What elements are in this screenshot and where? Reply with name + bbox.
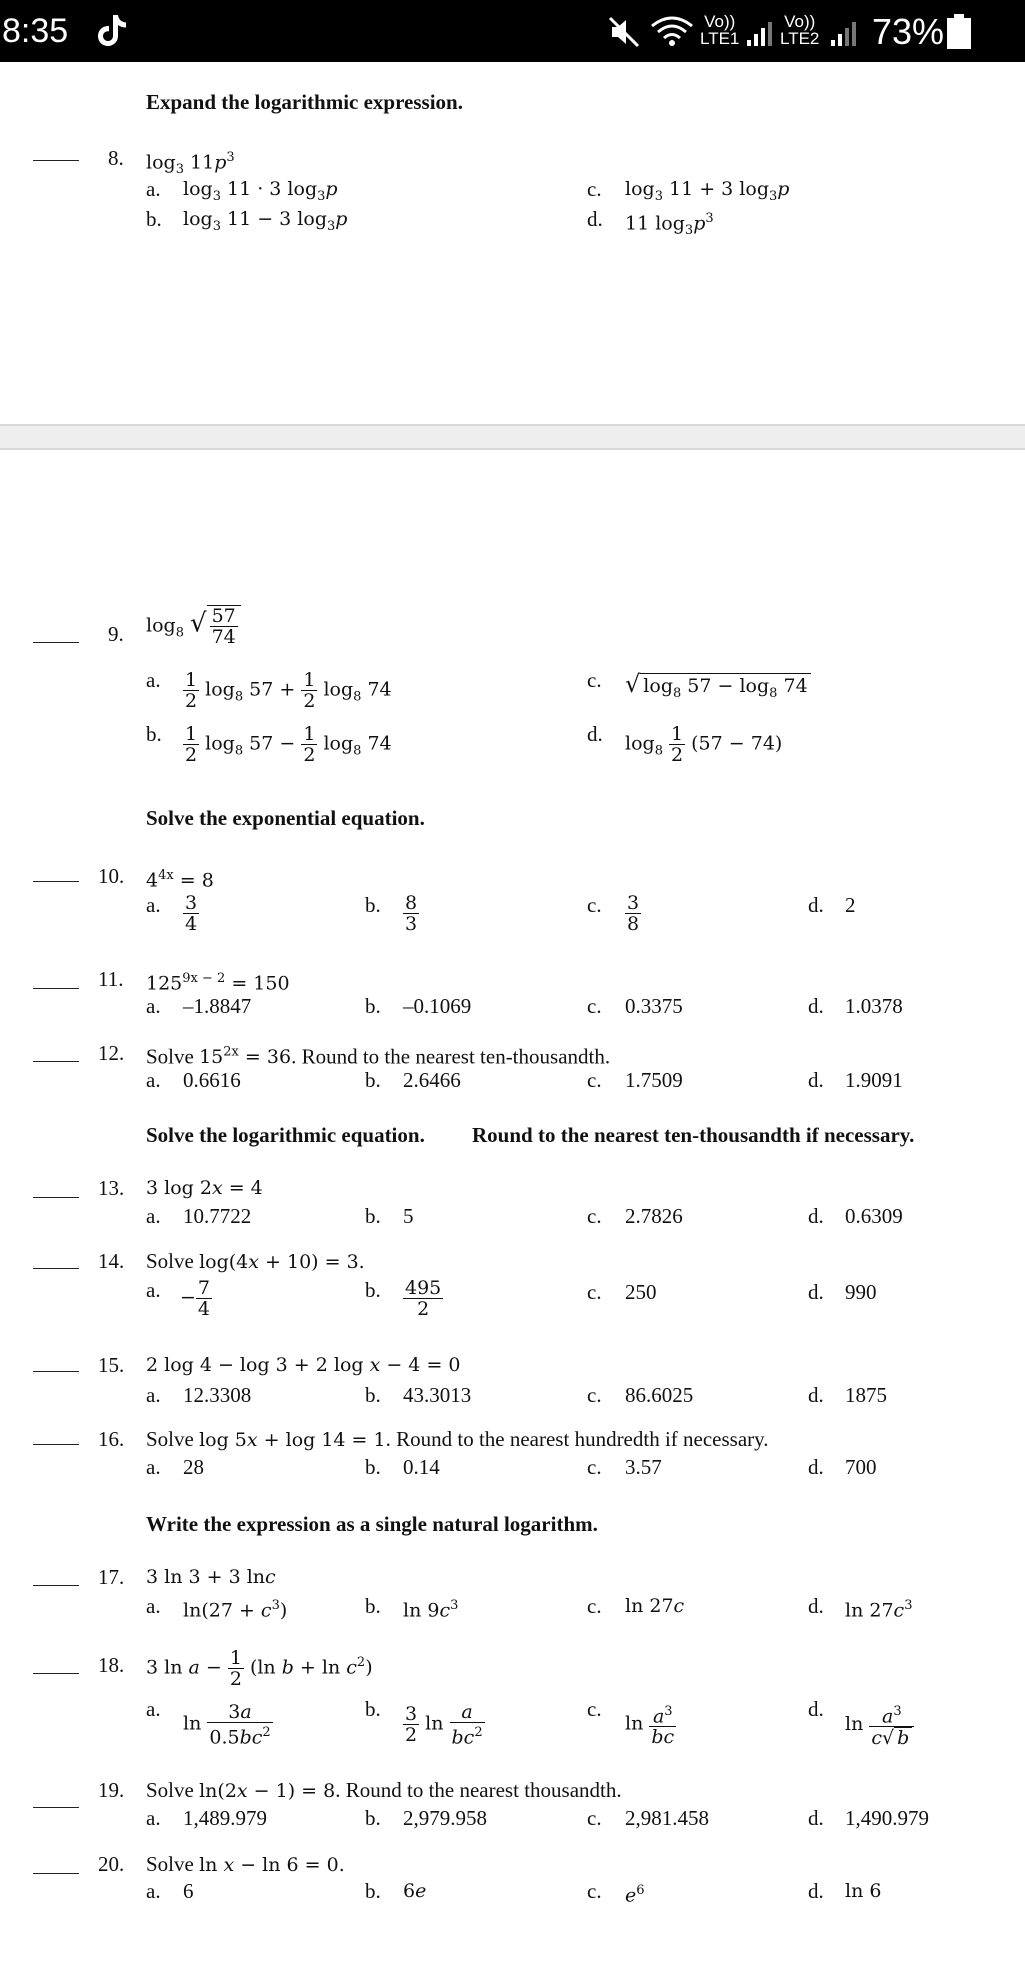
choice-c[interactable]: $\frac{3}{8}$ <box>627 892 640 935</box>
tiktok-icon <box>96 13 128 49</box>
prompt-text: Solve <box>146 1778 194 1802</box>
question-expression: $\log_3 11p^3$ <box>146 150 235 178</box>
answer-blank[interactable] <box>33 988 79 989</box>
choice-label: d. <box>808 1879 824 1903</box>
choice-label: a. <box>146 668 161 692</box>
choice-label: d. <box>808 1068 824 1092</box>
answer-blank[interactable] <box>33 1807 79 1808</box>
choice-label: d. <box>808 1697 824 1721</box>
choice-a[interactable]: –1.8847 <box>183 994 252 1018</box>
answer-blank[interactable] <box>33 1873 79 1874</box>
section-heading: Solve the logarithmic equation. <box>146 1123 425 1147</box>
choice-a[interactable]: 0.6616 <box>183 1068 241 1092</box>
choice-label: b. <box>365 1594 381 1618</box>
choice-d[interactable]: 0.6309 <box>845 1204 903 1228</box>
question-expression: 3 ln 3 + 3 lnc <box>146 1566 276 1588</box>
choice-label: c. <box>587 668 602 692</box>
choice-d[interactable]: 1875 <box>845 1383 887 1407</box>
choice-label: b. <box>365 893 381 917</box>
choice-c[interactable]: ln 27c <box>625 1595 685 1617</box>
choice-label: c. <box>587 1383 602 1407</box>
choice-d[interactable]: 2 <box>845 893 856 917</box>
choice-b[interactable]: $\frac{1}{2}$ $\log_8 57$ − $\frac{1}{2}$ $\log_8 74$ <box>185 723 392 766</box>
question-expression: 3 log 2x = 4 <box>146 1177 263 1199</box>
choice-label: a. <box>146 893 161 917</box>
question-prompt: Solve log 5x + log 14 = 1. Round to the nearest hundredth if necessary. <box>146 1427 769 1451</box>
question-expression: 2 log 4 − log 3 + 2 log x − 4 = 0 <box>146 1354 461 1376</box>
section-heading: Round to the nearest ten-thousandth if necessary. <box>472 1123 915 1147</box>
answer-blank[interactable] <box>33 160 79 161</box>
choice-label: d. <box>587 722 603 746</box>
choice-label: c. <box>587 177 602 201</box>
section-heading: Write the expression as a single natural logarithm. <box>146 1512 598 1536</box>
choice-c[interactable]: 0.3375 <box>625 994 683 1018</box>
choice-label: c. <box>587 1204 602 1228</box>
choice-label: b. <box>365 1879 381 1903</box>
lte1-label-top: Vo)) <box>704 12 736 31</box>
choice-a[interactable]: 12.3308 <box>183 1383 252 1407</box>
lte2-indicator <box>780 13 819 47</box>
choice-c[interactable]: 250 <box>625 1280 657 1304</box>
choice-label: d. <box>808 1280 824 1304</box>
status-bar <box>0 0 1025 62</box>
choice-c[interactable]: $\log_3 11 + 3$ $\log_3p$ <box>625 178 790 204</box>
choice-b[interactable]: 6e <box>403 1880 427 1902</box>
question-number: 11. <box>98 967 124 991</box>
choice-label: d. <box>808 1383 824 1407</box>
choice-c[interactable]: 3.57 <box>625 1455 662 1479</box>
choice-label: a. <box>146 1068 161 1092</box>
choice-label: b. <box>365 1278 381 1302</box>
choice-label: c. <box>587 1697 602 1721</box>
choice-label: b. <box>146 207 162 231</box>
question-number: 18. <box>98 1653 125 1677</box>
choice-label: a. <box>146 1594 161 1618</box>
choice-label: d. <box>808 1806 824 1830</box>
choice-b[interactable]: –0.1069 <box>403 994 472 1018</box>
battery-icon <box>946 14 972 50</box>
choice-a[interactable]: 6 <box>183 1879 194 1903</box>
choice-label: a. <box>146 994 161 1018</box>
choice-b[interactable]: $\frac{8}{3}$ <box>405 892 418 935</box>
choice-label: c. <box>587 893 602 917</box>
choice-a[interactable]: $\frac{1}{2}$ $\log_8 57$ + $\frac{1}{2}$ $\log_8 74$ <box>185 669 392 712</box>
answer-blank[interactable] <box>33 1444 79 1445</box>
choice-label: b. <box>365 1383 381 1407</box>
choice-label: d. <box>808 994 824 1018</box>
choice-label: b. <box>365 1697 381 1721</box>
choice-label: b. <box>365 994 381 1018</box>
lte1-label-bottom: LTE1 <box>700 29 740 48</box>
choice-a[interactable]: $\log_3 11 \cdot 3$ $\log_3p$ <box>183 178 338 204</box>
choice-a[interactable]: ln $\frac{3a}{0.5bc^2}$ <box>183 1701 271 1749</box>
choice-label: d. <box>808 1204 824 1228</box>
choice-label: a. <box>146 1204 161 1228</box>
question-number: 19. <box>98 1778 125 1802</box>
choice-b[interactable]: 2,979.958 <box>403 1806 487 1830</box>
choice-c[interactable]: 86.6025 <box>625 1383 694 1407</box>
answer-blank[interactable] <box>33 1585 79 1586</box>
page-divider <box>0 424 1025 450</box>
choice-label: d. <box>808 893 824 917</box>
choice-d[interactable]: 11 $\log_3p^3$ <box>625 211 714 239</box>
question-expression: $\log_8$ √ $\frac{57}{74}$ <box>146 605 241 647</box>
choice-label: d. <box>808 1594 824 1618</box>
choice-b[interactable]: $\frac{495}{2}$ <box>405 1277 442 1320</box>
choice-d[interactable]: 700 <box>845 1455 877 1479</box>
question-number: 13. <box>98 1176 125 1200</box>
choice-b[interactable]: $\log_3 11 - 3$ $\log_3p$ <box>183 208 348 234</box>
choice-d[interactable]: ln $\frac{a^3}{c√ b}$ <box>845 1702 914 1748</box>
choice-a[interactable]: − $\frac{7}{4}$ <box>180 1277 211 1320</box>
choice-label: a. <box>146 177 161 201</box>
choice-d[interactable]: $\ln 27c^3$ <box>845 1598 913 1622</box>
question-expression: 3 ln a − $\frac{1}{2}$ (ln $b + \ln c^2$) <box>146 1647 373 1690</box>
answer-blank[interactable] <box>33 1673 79 1674</box>
prompt-text: Solve <box>146 1427 194 1451</box>
choice-label: c. <box>587 1594 602 1618</box>
question-prompt: Solve ln x − ln 6 = 0. <box>146 1852 345 1876</box>
question-number: 15. <box>98 1353 125 1377</box>
choice-label: a. <box>146 1278 161 1302</box>
choice-d[interactable]: 1.0378 <box>845 994 903 1018</box>
choice-label: a. <box>146 1455 161 1479</box>
choice-label: a. <box>146 1879 161 1903</box>
prompt-text: Round to the nearest ten-thousandth. <box>301 1044 611 1069</box>
section-heading: Solve the exponential equation. <box>146 806 425 830</box>
prompt-text: Solve <box>146 1249 194 1273</box>
choice-label: c. <box>587 1068 602 1092</box>
choice-b[interactable]: 43.3013 <box>403 1383 472 1407</box>
choice-label: c. <box>587 1455 602 1479</box>
choice-label: a. <box>146 1383 161 1407</box>
choice-d[interactable]: 1,490.979 <box>845 1806 929 1830</box>
choice-label: a. <box>146 1806 161 1830</box>
lte2-label-bottom: LTE2 <box>780 29 820 48</box>
choice-c[interactable]: $e^6$ <box>625 1883 645 1907</box>
choice-d[interactable]: ln 6 <box>845 1880 882 1902</box>
choice-a[interactable]: 1,489.979 <box>183 1806 267 1830</box>
choice-b[interactable]: 2.6466 <box>403 1068 461 1092</box>
choice-label: a. <box>146 1697 161 1721</box>
question-prompt: Solve $15^{2x} = 36$. Round to the nearest ten-thousandth. <box>146 1044 611 1069</box>
prompt-text: Round to the nearest thousandth. <box>345 1778 622 1802</box>
question-prompt: Solve log(4x + 10) = 3. <box>146 1249 365 1273</box>
question-number: 16. <box>98 1427 125 1451</box>
choice-c[interactable]: 2,981.458 <box>625 1806 709 1830</box>
signal-bars-icon <box>746 20 774 48</box>
choice-d[interactable]: 1.9091 <box>845 1068 903 1092</box>
choice-label: c. <box>587 1806 602 1830</box>
clock: 8:35 <box>2 12 69 50</box>
answer-blank[interactable] <box>33 1197 79 1198</box>
choice-label: b. <box>146 722 162 746</box>
question-expression: $125^{9x - 2} = 150$ <box>146 971 290 995</box>
question-number: 9. <box>108 622 124 646</box>
choice-label: d. <box>587 207 603 231</box>
choice-label: d. <box>808 1455 824 1479</box>
answer-blank[interactable] <box>33 1061 79 1062</box>
answer-blank[interactable] <box>33 1268 79 1269</box>
question-number: 17. <box>98 1565 125 1589</box>
choice-label: b. <box>365 1068 381 1092</box>
lte2-label-top: Vo)) <box>784 12 816 31</box>
question-number: 10. <box>98 864 125 888</box>
answer-blank[interactable] <box>33 642 79 643</box>
section-heading: Expand the logarithmic expression. <box>146 90 463 114</box>
choice-a[interactable]: $\frac{3}{4}$ <box>185 892 198 935</box>
wifi-icon <box>650 16 694 48</box>
choice-b[interactable]: $\frac{3}{2}$ ln $\frac{a}{bc^2}$ <box>405 1701 483 1749</box>
choice-b[interactable]: 0.14 <box>403 1455 440 1479</box>
answer-blank[interactable] <box>33 881 79 882</box>
choice-label: c. <box>587 1280 602 1304</box>
choice-c[interactable]: 2.7826 <box>625 1204 683 1228</box>
choice-a[interactable]: 28 <box>183 1455 204 1479</box>
choice-label: b. <box>365 1806 381 1830</box>
choice-b[interactable]: $\ln 9c^3$ <box>403 1598 459 1622</box>
choice-c[interactable]: 1.7509 <box>625 1068 683 1092</box>
question-number: 12. <box>98 1041 125 1065</box>
choice-a[interactable]: $\ln(27 + c^3)$ <box>183 1598 288 1622</box>
choice-label: b. <box>365 1204 381 1228</box>
choice-label: b. <box>365 1455 381 1479</box>
question-number: 8. <box>108 146 124 170</box>
battery-percent: 73% <box>872 11 945 52</box>
choice-d[interactable]: 990 <box>845 1280 877 1304</box>
question-prompt: Solve ln(2x − 1) = 8. Round to the nearest thousandth. <box>146 1778 622 1802</box>
choice-label: c. <box>587 1879 602 1903</box>
choice-c[interactable]: ln $\frac{a^3}{bc}$ <box>625 1704 675 1749</box>
mute-icon <box>606 14 642 50</box>
prompt-text: Round to the nearest hundredth if necessary. <box>396 1427 769 1451</box>
prompt-text: Solve <box>146 1852 194 1876</box>
signal-bars-icon <box>830 20 858 48</box>
question-number: 14. <box>98 1249 125 1273</box>
lte1-indicator <box>700 13 739 47</box>
prompt-text: Solve <box>146 1044 194 1069</box>
answer-blank[interactable] <box>33 1371 79 1372</box>
question-number: 20. <box>98 1852 125 1876</box>
choice-b[interactable]: 5 <box>403 1204 414 1228</box>
choice-a[interactable]: 10.7722 <box>183 1204 252 1228</box>
choice-d[interactable]: $\log_8$ $\frac{1}{2}$ (57 − 74) <box>625 723 783 766</box>
choice-label: c. <box>587 994 602 1018</box>
question-expression: $4^{4x} = 8$ <box>146 868 214 892</box>
choice-c[interactable]: √ $\log_8 57 - \log_8 74$ <box>625 672 811 706</box>
